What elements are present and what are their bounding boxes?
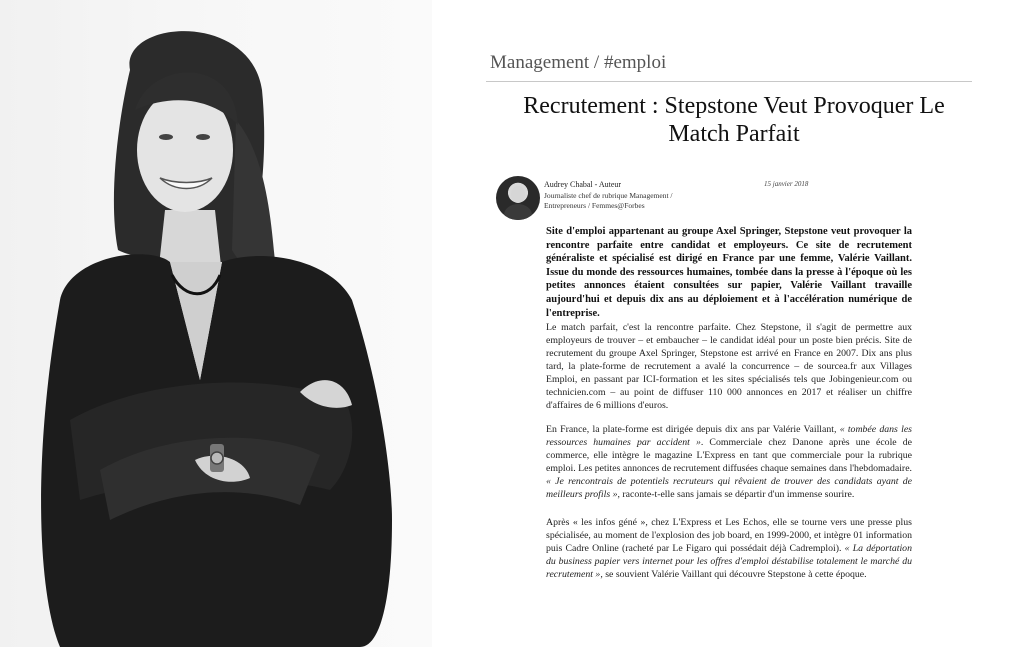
article-paragraph-2 [546,423,912,501]
paragraph-text: . Commerciale chez Danone après une école de commerce, elle intègre le magazine L'Express en tant que commerciale pour la rubrique emploi. Les petites annonces de recrutement diffusées chaque semaines dans l'hebdomadaire. [546,437,913,474]
divider [486,81,972,82]
paragraph-text: , se souvient Valérie Vaillant qui découvre Stepstone à cette époque. [600,569,867,580]
author-avatar[interactable] [496,176,540,220]
article-title: Recrutement : Stepstone Veut Provoquer Le Match Parfait [523,93,945,147]
paragraph-text: , raconte-t-elle sans jamais se départir d'un immense sourire. [617,489,855,500]
publish-date: 15 janvier 2018 [764,180,809,188]
author-block [496,176,816,226]
quote: « tombée dans les ressources humaines par accident » [546,424,912,448]
author-role: Journaliste chef de rubrique Management / Entrepreneurs / Femmes@Forbes [544,191,673,210]
breadcrumb[interactable]: Management / #emploi [490,52,667,73]
paragraph-text: En France, la plate-forme est dirigée depuis dix ans par Valérie Vaillant, [546,424,840,435]
avatar-face-shape [511,186,525,203]
quote: « La déportation du business papier vers internet pour les offres d'emploi déstabilise totalement le marché du recrutement » [546,543,912,580]
portrait-photo [0,0,432,647]
article-lead: Site d'emploi appartenant au groupe Axel Springer, Stepstone veut provoquer la rencontre parfaite entre candidat et employeurs. Ce site de recrutement généraliste et spécialisé est dirigé en France par une femme, Valérie Vaillant. Issue du monde des ressources humaines, tombée dans la presse à l'époque où les petites annonces étaient consultées sur papier, Valérie Vaillant travaille aujourd'hui et depuis dix ans au déploiement et à l'accélération numérique de l'entreprise. [546,226,912,319]
quote: « Je rencontrais de potentiels recruteurs qui rêvaient de trouver des candidats ayant de meilleurs profils » [546,476,912,500]
paragraph-text: Après « les infos géné », chez L'Express et Les Echos, elle se tourne vers une presse plus spécialisée, au moment de l'explosion des job board, en 1999-2000, et intègre 01 information puis Cadre Online (racheté par Le Figaro qui possédait déjà Cadremploi). [546,517,912,554]
article-paragraph-3 [546,516,912,581]
article [486,48,974,647]
avatar-body-shape [504,204,532,220]
article-paragraph-1: Le match parfait, c'est la rencontre parfaite. Chez Stepstone, il s'agit de permettre aux employeurs de trouver – et embaucher – le candidat idéal pour un poste bien précis. Site de recrutement du groupe Axel Springer, Stepstone est arrivé en France en 2007. Dix ans plus tard, la plate-forme de recrutement a avalé la concurrence – de sourcea.fr aux Villages Emploi, en passant par ICI-formation et les sites spécialisés tels que Jobingenieur.com ou technicien.com – au point de diffuser 110 000 annonces en 2017 et réaliser un chiffre d'affaires de 6 millions d'euros. [546,322,912,411]
portrait-illustration [0,0,432,647]
author-name[interactable]: Audrey Chabal - Auteur [544,180,622,189]
